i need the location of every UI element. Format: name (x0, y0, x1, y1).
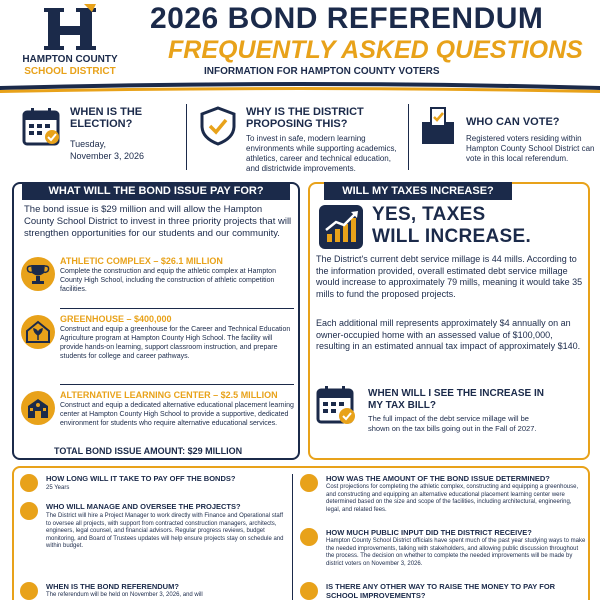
divider (186, 104, 187, 170)
page-title: 2026 BOND REFERENDUM (150, 2, 544, 35)
district-logo (10, 4, 130, 80)
logo-line2: SCHOOL DISTRICT (24, 66, 116, 77)
divider (292, 474, 293, 600)
rising-chart-icon (318, 204, 364, 250)
project-athletic-body: Complete the construction and equip the athletic complex at Hampton County High School, including the construction of athletic competition facilities. (60, 268, 276, 293)
faq-other-way-question: IS THERE ANY OTHER WAY TO RAISE THE MONEY TO PAY FOR SCHOOL IMPROVEMENTS? (326, 582, 556, 600)
faq-when-referendum-question: WHEN IS THE BOND REFERENDUM? (46, 582, 179, 591)
greenhouse-icon (20, 314, 56, 350)
faq-public-input-answer: Hampton County School District officials have spent much of the past year studying ways to make the needed improvements, talking with stakeholders, and allowing public discussion throughout the process. The decision on whether to complete the needed improvements will be made by district voters on November 3, 2026. (326, 538, 586, 567)
when-election-section (22, 102, 182, 178)
dollar-icon (300, 582, 318, 600)
project-greenhouse-title: GREENHOUSE – $400,000 (60, 314, 172, 324)
ballot-box-icon (418, 106, 458, 146)
calendar-check-icon (316, 384, 358, 426)
logo-line1: HAMPTON COUNTY (22, 54, 118, 65)
when-day: Tuesday, (70, 139, 107, 149)
who-heading: WHO CAN VOTE? (466, 116, 560, 128)
taxbill-heading: WHEN WILL I SEE THE INCREASE IN MY TAX BILL? (368, 388, 544, 411)
calendar-icon (20, 582, 38, 600)
faq-public-input-question: HOW MUCH PUBLIC INPUT DID THE DISTRICT RECEIVE? (326, 528, 532, 537)
taxes-paragraph-1: The District's current debt service millage is 44 mills. According to the information provided, overall estimated debt service millage would increase to approximately 79 mills, meaning it would take 35 mills to fund the proposed projects. (316, 254, 583, 299)
bond-uses-heading: WHAT WILL THE BOND ISSUE PAY FOR? (22, 182, 290, 200)
calendar-icon (22, 106, 62, 146)
project-alt-learning-title: ALTERNATIVE LEARNING CENTER – $2.5 MILLION (60, 390, 278, 400)
page-subtitle: FREQUENTLY ASKED QUESTIONS (168, 36, 583, 64)
taxes-paragraph-2: Each additional mill represents approximately $4 annually on an owner-occupied home with an assessed value of $100,000, resulting in an estimated annual tax impact of approximately $140. (316, 318, 581, 351)
faq-payoff-answer: 25 Years (46, 485, 70, 491)
school-building-icon (20, 390, 56, 426)
why-body: To invest in safe, modern learning environments while supporting academics, athletics, career and technical education, and districtwide improvements. (246, 134, 397, 173)
h-logo-icon (40, 4, 100, 54)
why-heading-line1: WHY IS THE DISTRICT (246, 106, 364, 118)
project-greenhouse-body: Construct and equip a greenhouse for the Career and Technical Education Agriculture program at Hampton County High School. The facility will provide hands-on learning, support classroom instruction, and prepare students for college and career pathways. (60, 326, 291, 360)
when-heading-line2: ELECTION? (70, 118, 133, 130)
when-date: November 3, 2026 (70, 151, 145, 161)
faq-manage-answer: The District will hire a Project Manager to work directly with Finance and Operational staff to oversee all projects, with support from contracted construction managers, architects, engineers, legal counsel, and financial advisors. Regular progress reviews, budget monitoring, and Board of Trustees updates will help ensure projects stay on schedule and within budget. (46, 513, 284, 549)
taxes-answer (372, 204, 586, 248)
project-athletic-title: ATHLETIC COMPLEX – $26.1 MILLION (60, 256, 223, 266)
when-heading-line1: WHEN IS THE (70, 106, 143, 118)
info-line: INFORMATION FOR HAMPTON COUNTY VOTERS (204, 66, 440, 77)
faq-when-referendum-answer: The referendum will be held on November 3, 2026, and will (46, 592, 203, 598)
clock-icon (20, 474, 38, 492)
trophy-icon (20, 256, 56, 292)
why-heading-line2: PROPOSING THIS? (246, 118, 348, 130)
header-swoosh (0, 80, 600, 94)
why-heading (246, 106, 364, 130)
total-amount: TOTAL BOND ISSUE AMOUNT: $29 MILLION (54, 446, 243, 456)
divider (60, 308, 294, 309)
group-icon (300, 528, 318, 546)
why-section (198, 102, 398, 178)
faq-manage-question: WHO WILL MANAGE AND OVERSEE THE PROJECTS? (46, 502, 241, 511)
people-icon (20, 502, 38, 520)
faq-payoff-question: HOW LONG WILL IT TAKE TO PAY OFF THE BONDS? (46, 474, 236, 483)
faq-amount-answer: Cost projections for completing the athletic complex, constructing and equipping a greenhouse, and constructing and equipping an alternative educational placement learning center were determined based on the size and scope of the facilities, including architectural, engineering, legal, and related fees. (326, 484, 579, 513)
project-alt-learning-body: Construct and equip a dedicated alternative educational placement learning center at Hampton County High School to provide a supportive, dedicated environment for students who require alternative educational services. (60, 402, 294, 427)
when-heading (70, 106, 142, 130)
faq-amount-question: HOW WAS THE AMOUNT OF THE BOND ISSUE DETERMINED? (326, 474, 550, 483)
calculator-icon (300, 474, 318, 492)
who-vote-section (418, 102, 594, 178)
header (0, 0, 600, 90)
shield-check-icon (198, 106, 238, 146)
when-body (70, 138, 144, 162)
divider (60, 384, 294, 385)
bond-uses-intro: The bond issue is $29 million and will allow the Hampton County School District to invest in three priority projects that will strengthen opportunities for our students and our community. (24, 204, 292, 239)
divider (408, 104, 409, 170)
taxes-heading: WILL MY TAXES INCREASE? (324, 182, 512, 200)
bond-uses-panel (12, 182, 300, 460)
who-body: Registered voters residing within Hampton County School District can vote in this local referendum. (466, 134, 595, 163)
taxes-answer-line2: WILL INCREASE. (372, 226, 532, 247)
taxes-answer-line1: YES, TAXES (372, 204, 486, 225)
taxes-panel (308, 182, 590, 460)
taxbill-body: The full impact of the debt service millage will be shown on the tax bills going out in the Fall of 2027. (368, 414, 537, 433)
